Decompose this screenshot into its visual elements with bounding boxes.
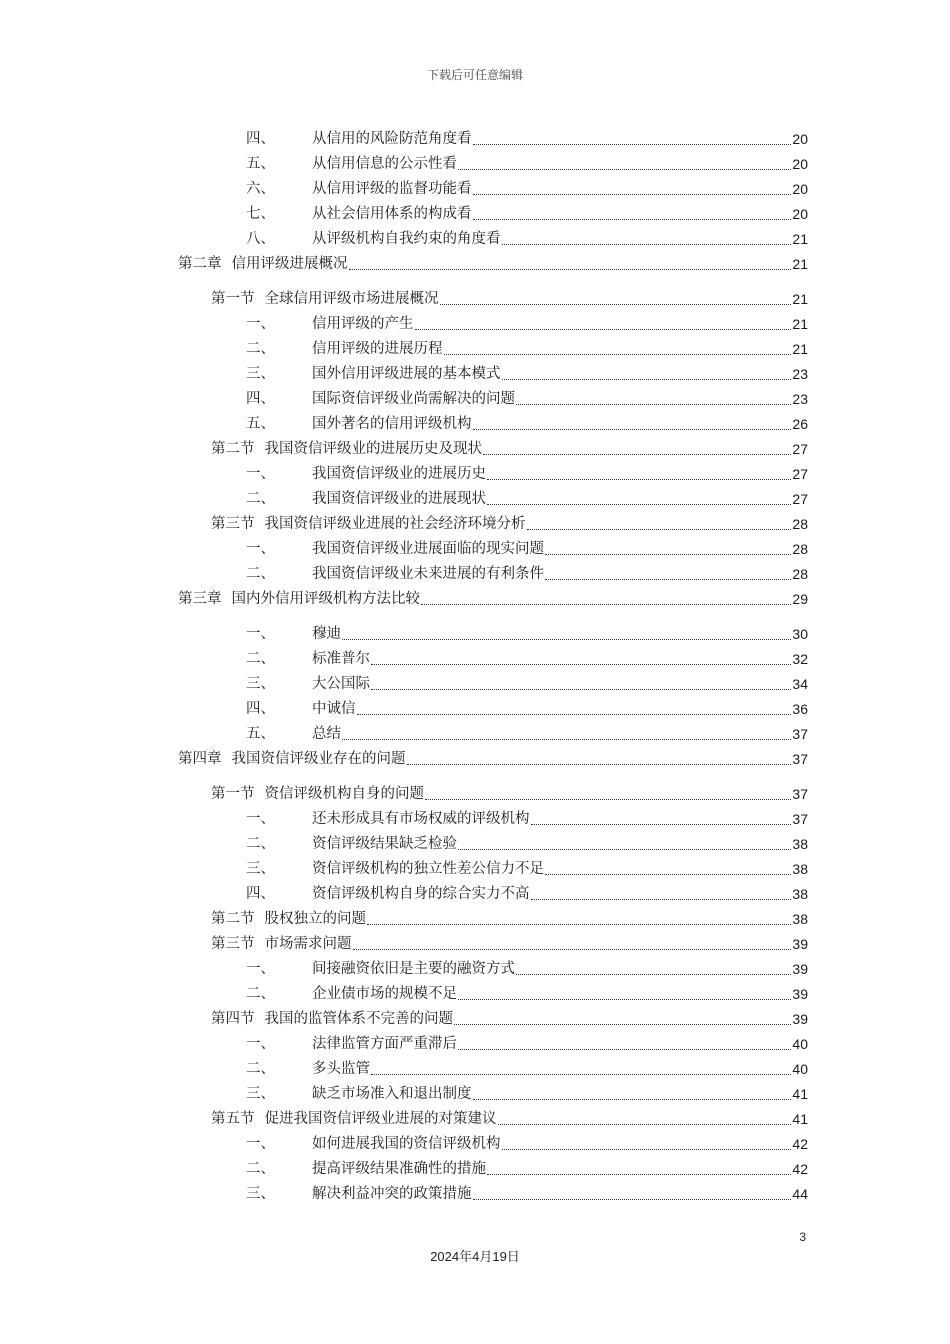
dot-leader [502, 379, 792, 380]
toc-entry-number: 四、 [246, 131, 275, 147]
dot-leader [487, 479, 791, 480]
toc-entry-chapter[interactable] [178, 746, 808, 768]
toc-entry-page: 21 [792, 291, 808, 307]
toc-entry-title: 资信评级机构自身的问题 [264, 786, 424, 802]
toc-entry-number: 五、 [246, 156, 275, 172]
toc-entry-title: 提高评级结果准确性的措施 [312, 1161, 486, 1177]
toc-entry-item[interactable] [246, 536, 808, 558]
toc-entry-item[interactable] [246, 1056, 808, 1078]
toc-entry-page: 37 [792, 726, 808, 742]
toc-entry-title: 从信用的风险防范角度看 [312, 131, 472, 147]
toc-entry-page: 20 [792, 181, 808, 197]
toc-entry-title: 我国资信评级业进展的社会经济环境分析 [264, 516, 526, 532]
toc-entry-title: 从评级机构自我约束的角度看 [312, 231, 501, 247]
toc-entry-item[interactable] [246, 336, 808, 358]
toc-entry-item[interactable] [246, 561, 808, 583]
toc-entry-page: 27 [792, 441, 808, 457]
dot-leader [353, 949, 792, 950]
dot-leader [487, 1174, 791, 1175]
dot-leader [367, 924, 791, 925]
toc-entry-title: 从社会信用体系的构成看 [312, 206, 472, 222]
toc-entry-title: 我国资信评级业的进展现状 [312, 491, 486, 507]
dot-leader [502, 244, 792, 245]
toc-entry-page: 23 [792, 391, 808, 407]
dot-leader [527, 529, 792, 530]
toc-entry-page: 37 [792, 751, 808, 767]
dot-leader [454, 1024, 791, 1025]
toc-entry-number: 四、 [246, 701, 275, 717]
dot-leader [473, 194, 792, 195]
toc-entry-number: 一、 [246, 466, 275, 482]
toc-entry-item[interactable] [246, 176, 808, 198]
toc-entry-page: 26 [792, 416, 808, 432]
dot-leader [473, 1199, 792, 1200]
toc-entry-page: 40 [792, 1061, 808, 1077]
dot-leader [458, 999, 791, 1000]
toc-entry-title: 国内外信用评级机构方法比较 [231, 591, 420, 607]
toc-entry-page: 21 [792, 231, 808, 247]
toc-entry-number: 三、 [246, 676, 275, 692]
toc-entry-number: 四、 [246, 391, 275, 407]
dot-leader [342, 639, 791, 640]
toc-entry-number: 第四章 [178, 751, 222, 767]
toc-entry-number: 二、 [246, 566, 275, 582]
toc-entry-number: 二、 [246, 1061, 275, 1077]
toc-entry-title: 信用评级进展概况 [231, 256, 348, 272]
toc-entry-number: 二、 [246, 341, 275, 357]
dot-leader [473, 429, 792, 430]
toc-entry-title: 促进我国资信评级业进展的对策建议 [264, 1111, 497, 1127]
dot-leader [421, 604, 791, 605]
toc-entry-title: 标准普尔 [312, 651, 370, 667]
toc-entry-title: 信用评级的产生 [312, 316, 414, 332]
dot-leader [415, 329, 792, 330]
toc-entry-number: 五、 [246, 416, 275, 432]
toc-entry-number: 三、 [246, 1086, 275, 1102]
toc-entry-number: 三、 [246, 366, 275, 382]
toc-entry-section[interactable] [211, 781, 808, 803]
toc-entry-page: 28 [792, 566, 808, 582]
toc-entry-page: 38 [792, 861, 808, 877]
toc-entry-item[interactable] [246, 806, 808, 828]
dot-leader [531, 899, 792, 900]
toc-entry-title: 信用评级的进展历程 [312, 341, 443, 357]
dot-leader [516, 404, 791, 405]
toc-entry-item[interactable] [246, 201, 808, 223]
dot-leader [407, 764, 792, 765]
toc-entry-section[interactable] [211, 931, 808, 953]
toc-entry-page: 20 [792, 131, 808, 147]
toc-entry-title: 全球信用评级市场进展概况 [264, 291, 439, 307]
toc-entry-title: 资信评级结果缺乏检验 [312, 836, 457, 852]
dot-leader [473, 219, 792, 220]
toc-entry-number: 二、 [246, 986, 275, 1002]
toc-entry-title: 间接融资依旧是主要的融资方式 [312, 961, 515, 977]
toc-entry-title: 国外信用评级进展的基本模式 [312, 366, 501, 382]
dot-leader [545, 579, 791, 580]
toc-entry-item[interactable] [246, 831, 808, 853]
toc-entry-number: 第二节 [211, 441, 255, 457]
toc-entry-page: 39 [792, 1011, 808, 1027]
toc-entry-page: 39 [792, 986, 808, 1002]
toc-entry-section[interactable] [211, 286, 808, 308]
dot-leader [440, 304, 792, 305]
toc-entry-title: 我国资信评级业的进展历史 [312, 466, 486, 482]
toc-entry-number: 八、 [246, 231, 275, 247]
toc-entry-section[interactable] [211, 511, 808, 533]
toc-entry-number: 二、 [246, 1161, 275, 1177]
toc-entry-page: 42 [792, 1136, 808, 1152]
toc-entry-title: 资信评级机构自身的综合实力不高 [312, 886, 530, 902]
dot-leader [545, 554, 791, 555]
toc-entry-page: 27 [792, 491, 808, 507]
toc-entry-title: 我国资信评级业的进展历史及现状 [264, 441, 482, 457]
toc-entry-number: 第三章 [178, 591, 222, 607]
dot-leader [425, 799, 791, 800]
toc-entry-item[interactable] [246, 671, 808, 693]
toc-entry-page: 38 [792, 886, 808, 902]
toc-entry-page: 41 [792, 1086, 808, 1102]
toc-entry-item[interactable] [246, 1031, 808, 1053]
toc-entry-item[interactable] [246, 386, 808, 408]
toc-entry-number: 五、 [246, 726, 275, 742]
toc-entry-number: 第四节 [211, 1011, 255, 1027]
toc-entry-item[interactable] [246, 126, 808, 148]
toc-entry-number: 二、 [246, 651, 275, 667]
toc-entry-title: 企业债市场的规模不足 [312, 986, 457, 1002]
toc-entry-page: 28 [792, 516, 808, 532]
toc-entry-title: 缺乏市场准入和退出制度 [312, 1086, 472, 1102]
toc-entry-title: 还未形成具有市场权威的评级机构 [312, 811, 530, 827]
toc-entry-page: 38 [792, 836, 808, 852]
dot-leader [444, 354, 792, 355]
dot-leader [458, 849, 791, 850]
dot-leader [349, 269, 792, 270]
toc-entry-item[interactable] [246, 1081, 808, 1103]
toc-entry-number: 第一节 [211, 786, 255, 802]
toc-entry-title: 从信用信息的公示性看 [312, 156, 457, 172]
toc-entry-title: 资信评级机构的独立性差公信力不足 [312, 861, 544, 877]
dot-leader [371, 689, 791, 690]
toc-entry-section[interactable] [211, 436, 808, 458]
toc-entry-item[interactable] [246, 696, 808, 718]
toc-entry-page: 21 [792, 256, 808, 272]
toc-entry-page: 40 [792, 1036, 808, 1052]
toc-entry-item[interactable] [246, 411, 808, 433]
dot-leader [483, 454, 791, 455]
toc-entry-title: 大公国际 [312, 676, 370, 692]
toc-entry-number: 二、 [246, 836, 275, 852]
toc-entry-page: 32 [792, 651, 808, 667]
dot-leader [458, 1049, 791, 1050]
toc-entry-page: 27 [792, 466, 808, 482]
toc-entry-item[interactable] [246, 461, 808, 483]
toc-entry-item[interactable] [246, 646, 808, 668]
toc-entry-number: 三、 [246, 1186, 275, 1202]
dot-leader [516, 974, 791, 975]
toc-entry-number: 四、 [246, 886, 275, 902]
toc-entry-item[interactable] [246, 1156, 808, 1178]
toc-entry-title: 如何进展我国的资信评级机构 [312, 1136, 501, 1152]
toc-entry-item[interactable] [246, 1131, 808, 1153]
dot-leader [531, 824, 792, 825]
toc-entry-number: 六、 [246, 181, 275, 197]
toc-entry-title: 我国的监管体系不完善的问题 [264, 1011, 453, 1027]
toc-entry-number: 一、 [246, 811, 275, 827]
toc-entry-number: 一、 [246, 1036, 275, 1052]
toc-entry-title: 解决利益冲突的政策措施 [312, 1186, 472, 1202]
toc-entry-item[interactable] [246, 486, 808, 508]
toc-entry-item[interactable] [246, 621, 808, 643]
toc-entry-title: 我国资信评级业进展面临的现实问题 [312, 541, 544, 557]
dot-leader [502, 1149, 792, 1150]
dot-leader [498, 1124, 792, 1125]
toc-entry-page: 44 [792, 1186, 808, 1202]
toc-entry-title: 国际资信评级业尚需解决的问题 [312, 391, 515, 407]
toc-entry-title: 穆迪 [312, 626, 341, 642]
page-header: 下载后可任意编辑 [426, 68, 523, 82]
toc-entry-number: 第一节 [211, 291, 255, 307]
toc-entry-chapter[interactable] [178, 586, 808, 608]
toc-entry-page: 20 [792, 206, 808, 222]
toc-entry-number: 一、 [246, 961, 275, 977]
toc-entry-title: 股权独立的问题 [264, 911, 366, 927]
dot-leader [371, 664, 791, 665]
toc-entry-item[interactable] [246, 226, 808, 248]
toc-entry-number: 一、 [246, 541, 275, 557]
toc-entry-item[interactable] [246, 361, 808, 383]
toc-entry-title: 从信用评级的监督功能看 [312, 181, 472, 197]
footer-date: 2024年4月19日 [430, 1249, 520, 1264]
toc-entry-title: 市场需求问题 [264, 936, 352, 952]
toc-entry-page: 42 [792, 1161, 808, 1177]
toc-entry-page: 37 [792, 811, 808, 827]
toc-entry-title: 我国资信评级业存在的问题 [231, 751, 406, 767]
toc-entry-section[interactable] [211, 1106, 808, 1128]
toc-entry-section[interactable] [211, 906, 808, 928]
toc-entry-page: 29 [792, 591, 808, 607]
dot-leader [473, 1099, 792, 1100]
toc-entry-page: 21 [792, 316, 808, 332]
toc-entry-page: 37 [792, 786, 808, 802]
toc-entry-number: 第二章 [178, 256, 222, 272]
toc-entry-number: 一、 [246, 316, 275, 332]
toc-entry-item[interactable] [246, 956, 808, 978]
toc-entry-item[interactable] [246, 881, 808, 903]
dot-leader [487, 504, 791, 505]
toc-entry-page: 39 [792, 961, 808, 977]
toc-entry-number: 第三节 [211, 936, 255, 952]
toc-entry-number: 第二节 [211, 911, 255, 927]
page-number: 3 [799, 1230, 806, 1244]
toc-entry-number: 三、 [246, 861, 275, 877]
toc-entry-page: 41 [792, 1111, 808, 1127]
toc-entry-number: 七、 [246, 206, 275, 222]
toc-entry-item[interactable] [246, 1181, 808, 1203]
dot-leader [458, 169, 791, 170]
toc-entry-number: 一、 [246, 1136, 275, 1152]
toc-entry-title: 多头监管 [312, 1061, 370, 1077]
toc-entry-item[interactable] [246, 981, 808, 1003]
dot-leader [473, 144, 792, 145]
toc-entry-title: 我国资信评级业未来进展的有利条件 [312, 566, 544, 582]
toc-entry-title: 国外著名的信用评级机构 [312, 416, 472, 432]
toc-entry-chapter[interactable] [178, 251, 808, 273]
toc-entry-page: 39 [792, 936, 808, 952]
toc-entry-title: 法律监管方面严重滞后 [312, 1036, 457, 1052]
dot-leader [371, 1074, 791, 1075]
toc-entry-number: 二、 [246, 491, 275, 507]
toc-entry-page: 34 [792, 676, 808, 692]
toc-entry-item[interactable] [246, 151, 808, 173]
toc-entry-page: 23 [792, 366, 808, 382]
toc-entry-item[interactable] [246, 721, 808, 743]
dot-leader [342, 739, 791, 740]
toc-entry-page: 36 [792, 701, 808, 717]
toc-entry-item[interactable] [246, 856, 808, 878]
toc-entry-number: 第三节 [211, 516, 255, 532]
dot-leader [545, 874, 791, 875]
toc-entry-page: 21 [792, 341, 808, 357]
toc-entry-title: 总结 [312, 726, 341, 742]
dot-leader [357, 714, 792, 715]
toc-entry-page: 38 [792, 911, 808, 927]
toc-entry-title: 中诚信 [312, 701, 356, 717]
toc-entry-item[interactable] [246, 311, 808, 333]
toc-entry-number: 第五节 [211, 1111, 255, 1127]
toc-entry-page: 20 [792, 156, 808, 172]
toc-entry-page: 30 [792, 626, 808, 642]
toc-entry-section[interactable] [211, 1006, 808, 1028]
toc-entry-number: 一、 [246, 626, 275, 642]
toc-entry-page: 28 [792, 541, 808, 557]
